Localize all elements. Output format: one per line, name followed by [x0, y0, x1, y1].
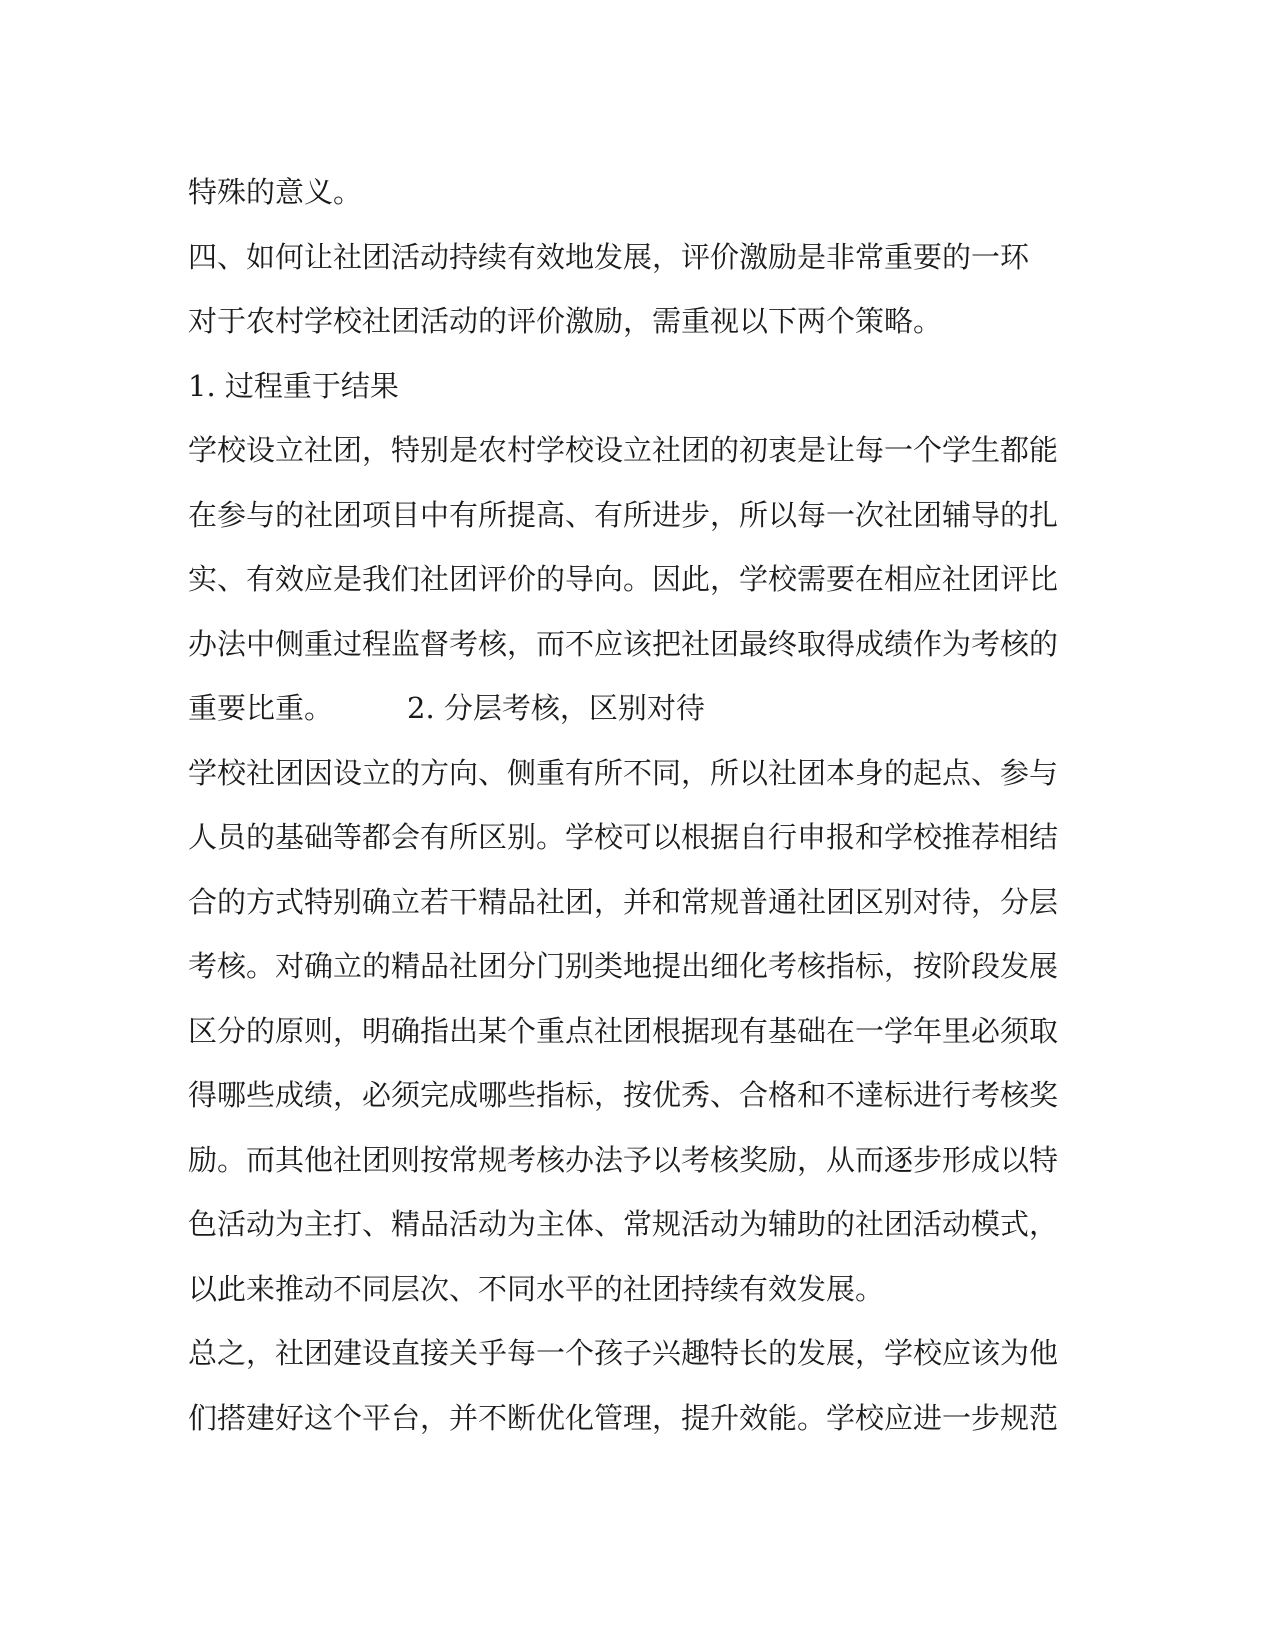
text-line: 总之，社团建设直接关乎每一个孩子兴趣特长的发展，学校应该为他	[188, 1336, 1059, 1370]
text-line: 学校设立社团，特别是农村学校设立社团的初衷是让每一个学生都能	[188, 433, 1059, 467]
section-heading-4: 四、如何让社团活动持续有效地发展，评价激励是非常重要的一环	[188, 239, 1030, 274]
text-line: 区分的原则，明确指出某个重点社团根据现有基础在一学年里必须取	[188, 1013, 1059, 1048]
text-line: 特殊的意义。	[188, 175, 363, 209]
text-line: 考核。对确立的精品社团分门别类地提出细化考核指标，按阶段发展	[188, 949, 1059, 983]
text-line: 实、有效应是我们社团评价的导向。因此，学校需要在相应社团评比	[188, 562, 1059, 596]
text-line-with-subheading	[188, 676, 1088, 741]
text-line: 以此来推动不同层次、不同水平的社团持续有效发展。	[188, 1271, 885, 1306]
text-line: 办法中侧重过程监督考核，而不应该把社团最终取得成绩作为考核的	[188, 626, 1059, 661]
subheading-2: 2. 分层考核，区别对待	[407, 691, 705, 725]
text-line: 合的方式特别确立若干精品社团，并和常规普通社团区别对待，分层	[188, 884, 1059, 919]
text-fragment: 重要比重。	[188, 691, 334, 725]
text-line: 们搭建好这个平台，并不断优化管理，提升效能。学校应进一步规范	[188, 1400, 1059, 1435]
body-text	[188, 160, 1088, 1450]
text-line: 学校社团因设立的方向、侧重有所不同，所以社团本身的起点、参与	[188, 755, 1059, 790]
text-line: 人员的基础等都会有所区别。学校可以根据自行申报和学校推荐相结	[188, 820, 1059, 854]
text-line: 励。而其他社团则按常规考核办法予以考核奖励，从而逐步形成以特	[188, 1142, 1059, 1177]
text-line: 得哪些成绩，必须完成哪些指标，按优秀、合格和不達标进行考核奖	[188, 1078, 1059, 1112]
text-line: 对于农村学校社团活动的评价激励，需重视以下两个策略。	[188, 304, 943, 338]
subheading-1: 1. 过程重于结果	[188, 368, 399, 403]
text-line: 色活动为主打、精品活动为主体、常规活动为辅助的社团活动模式，	[188, 1207, 1059, 1241]
text-line: 在参与的社团项目中有所提高、有所进步，所以每一次社团辅导的扎	[188, 497, 1059, 532]
